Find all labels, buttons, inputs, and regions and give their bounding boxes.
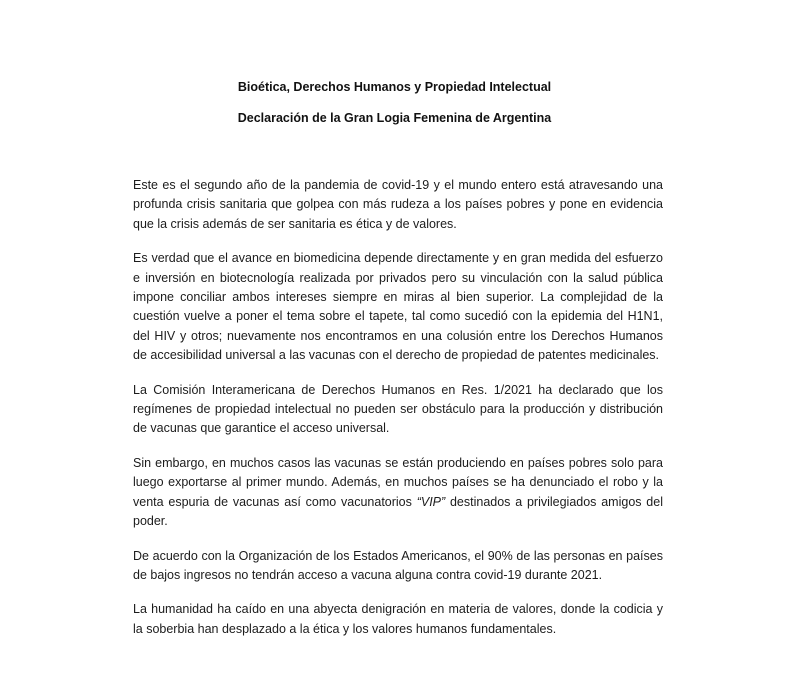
paragraph-text: destinados a privilegiados amigos del poder. bbox=[133, 494, 663, 529]
emphasis-text: “VIP” bbox=[416, 494, 446, 509]
document-body bbox=[133, 176, 663, 654]
document-subtitle: Declaración de la Gran Logia Femenina de Argentina bbox=[237, 111, 552, 125]
paragraph: Este es el segundo año de la pandemia de covid-19 y el mundo entero está atravesando una profunda crisis sanitaria que golpea con más rudeza a los países pobres y pone en evidencia que la crisis además de ser sanitaria es ética y de valores. bbox=[133, 178, 663, 231]
paragraph: De acuerdo con la Organización de los Estados Americanos, el 90% de las personas en países de bajos ingresos no tendrán acceso a vacuna alguna contra covid-19 durante 2021. bbox=[133, 548, 663, 582]
paragraph-text: Sin embargo, en muchos casos las vacunas se están produciendo en países pobres solo para luego exportarse al primer mundo. Además, en muchos países se ha denunciado el robo y la venta espuria de vacunas así como vacunatorios bbox=[133, 455, 663, 509]
document-title: Bioética, Derechos Humanos y Propiedad Intelectual bbox=[237, 80, 552, 94]
paragraph bbox=[133, 454, 663, 532]
paragraph: La humanidad ha caído en una abyecta denigración en materia de valores, donde la codicia y la soberbia han desplazado a la ética y los valores humanos fundamentales. bbox=[133, 602, 663, 636]
paragraph: La Comisión Interamericana de Derechos Humanos en Res. 1/2021 ha declarado que los regímenes de propiedad intelectual no pueden ser obstáculo para la producción y distribución de vacunas que garantice el acceso universal. bbox=[133, 382, 663, 436]
paragraph: Es verdad que el avance en biomedicina depende directamente y en gran medida del esfuerzo e inversión en biotecnología realizada por privados pero su vinculación con la salud pública impone conciliar ambos intereses siempre en miras al bien superior. La complejidad de la cuestión vuelve a poner el tema sobre el tapete, tal como sucedió con la epidemia del H1N1, del HIV y otros; nuevamente nos encontramos en una colusión entre los Derechos Humanos de accesibilidad universal a las vacunas con el derecho de propiedad de patentes medicinales. bbox=[133, 251, 663, 363]
